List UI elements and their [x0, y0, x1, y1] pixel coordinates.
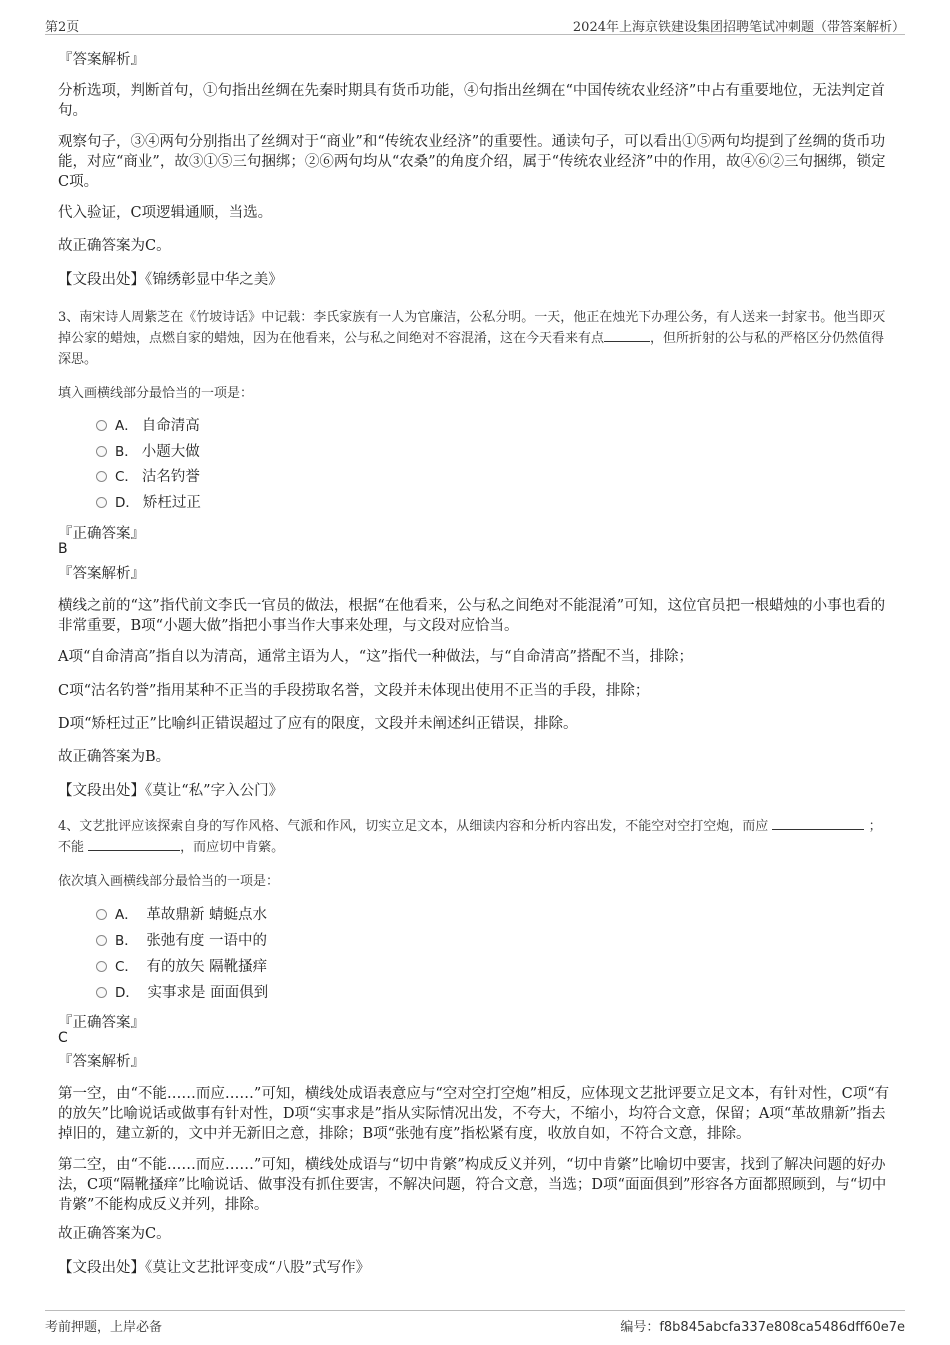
analysis-paragraph: D项“矫枉过正”比喻纠正错误超过了应有的限度，文段并未阐述纠正错误，排除。 — [58, 716, 578, 732]
analysis-heading: 『答案解析』 — [58, 566, 145, 582]
answer-heading: 『正确答案』 — [58, 1015, 145, 1031]
stem-text: 3、南宋诗人周紫芝在《竹坡诗话》中记载：李氏家族有一人为官廉洁，公私分明。一天，他正在烛光下办理公务，有人送来一封家书。他当即灭掉公家的蜡烛，点燃自家的蜡烛，因为在他看来，公与私之间绝对不容混淆，这在今天看来有点 — [58, 310, 886, 346]
question-stem — [58, 307, 892, 370]
radio-button[interactable] — [96, 497, 107, 508]
analysis-paragraph: 第一空，由“不能……而应……”可知，横线处成语表意应与“空对空打空炮”相反，应体现文艺批评要立足文本，有针对性，C项“有的放矢”比喻说话或做事有针对性，D项“实事求是”指从实际情况出发，不夸大，不缩小，均符合文意，保留；A项“革故鼎新”指去掉旧的，建立新的，文中并无新旧之意，排除；B项“张弛有度”指松紧有度，收放自如，不符合文意，排除。 — [58, 1086, 890, 1142]
correct-answer: C — [58, 1030, 68, 1046]
page-number: 第2页 — [45, 20, 80, 35]
analysis-conclusion: 故正确答案为C。 — [58, 1226, 171, 1242]
option-b[interactable]: B． 张弛有度 一语中的 — [96, 931, 267, 951]
analysis-paragraph: A项“自命清高”指自以为清高，通常主语为人，“这”指代一种做法，与“自命清高”搭配不当，排除； — [58, 649, 693, 665]
analysis-paragraph: 分析选项，判断首句，①句指出丝绸在先秦时期具有货币功能，④句指出丝绸在“中国传统农业经济”中占有重要地位，无法判定首句。 — [58, 83, 885, 119]
analysis-heading: 『答案解析』 — [58, 1054, 145, 1070]
option-a[interactable]: A． 自命清高 — [96, 416, 200, 436]
analysis-conclusion: 故正确答案为B。 — [58, 749, 171, 765]
footer-slogan: 考前押题，上岸必备 — [45, 1320, 163, 1335]
analysis-paragraph: 观察句子，③④两句分别指出了丝绸对于“商业”和“传统农业经济”的重要性。通读句子，可以看出①⑤两句均提到了丝绸的货币功能，对应“商业”，故③①⑤三句捆绑；②⑥两句均从“农桑”的角度介绍，属于“传统农业经济”中的作用，故④⑥②三句捆绑，锁定C项。 — [58, 134, 886, 190]
question-prompt: 依次填入画横线部分最恰当的一项是： — [58, 874, 280, 889]
fill-blank — [604, 329, 650, 342]
correct-answer: B — [58, 541, 68, 557]
option-c[interactable]: C． 有的放矢 隔靴搔痒 — [96, 957, 267, 977]
fill-blank — [772, 817, 864, 830]
source-citation: 【文段出处】《锦绣彰显中华之美》 — [58, 272, 283, 288]
radio-button[interactable] — [96, 471, 107, 482]
radio-button[interactable] — [96, 420, 107, 431]
option-c[interactable]: C． 沽名钓誉 — [96, 467, 200, 487]
source-citation: 【文段出处】《莫让文艺批评变成“八股”式写作》 — [58, 1260, 371, 1276]
radio-button[interactable] — [96, 935, 107, 946]
analysis-paragraph: C项“沽名钓誉”指用某种不正当的手段捞取名誉，文段并未体现出使用不正当的手段，排除； — [58, 683, 650, 699]
option-a[interactable]: A． 革故鼎新 蜻蜓点水 — [96, 905, 267, 925]
stem-text: ；不能 — [58, 819, 882, 855]
radio-button[interactable] — [96, 961, 107, 972]
option-b[interactable]: B． 小题大做 — [96, 442, 200, 462]
question-stem — [58, 816, 892, 858]
page-footer — [45, 1310, 905, 1335]
stem-text: 4、文艺批评应该探索自身的写作风格、气派和作风，切实立足文本，从细读内容和分析内容出发，不能空对空打空炮，而应 — [58, 819, 769, 834]
stem-text: ，但所折射的公与私的严格区分仍然值得深思。 — [58, 331, 885, 367]
analysis-heading: 『答案解析』 — [58, 52, 145, 68]
radio-button[interactable] — [96, 446, 107, 457]
question-prompt: 填入画横线部分最恰当的一项是： — [58, 386, 254, 401]
radio-button[interactable] — [96, 909, 107, 920]
fill-blank — [88, 838, 180, 851]
page-header — [45, 14, 905, 35]
analysis-paragraph: 第二空，由“不能……而应……”可知，横线处成语与“切中肯綮”构成反义并列，“切中肯綮”比喻切中要害，找到了解决问题的好办法，C项“隔靴搔痒”比喻说话、做事没有抓住要害，不解决问题，符合文意，当选；D项“面面俱到”形容各方面都照顾到，与“切中肯綮”不能构成反义并列，排除。 — [58, 1157, 887, 1213]
radio-button[interactable] — [96, 987, 107, 998]
analysis-paragraph: 横线之前的“这”指代前文李氏一官员的做法，根据“在他看来，公与私之间绝对不能混淆”可知，这位官员把一根蜡烛的小事也看的非常重要，B项“小题大做”指把小事当作大事来处理，与文段对应恰当。 — [58, 598, 886, 634]
option-d[interactable]: D． 实事求是 面面俱到 — [96, 983, 268, 1003]
source-citation: 【文段出处】《莫让“私”字入公门》 — [58, 783, 284, 799]
analysis-conclusion: 故正确答案为C。 — [58, 238, 171, 254]
answer-heading: 『正确答案』 — [58, 526, 145, 542]
stem-text: ，而应切中肯綮。 — [180, 840, 285, 855]
option-d[interactable]: D． 矫枉过正 — [96, 493, 201, 513]
analysis-paragraph: 代入验证，C项逻辑通顺，当选。 — [58, 205, 273, 221]
document-title: 2024年上海京铁建设集团招聘笔试冲刺题（带答案解析） — [572, 20, 905, 35]
document-code: 编号：f8b845abcfa337e808ca5486dff60e7e — [620, 1320, 905, 1335]
